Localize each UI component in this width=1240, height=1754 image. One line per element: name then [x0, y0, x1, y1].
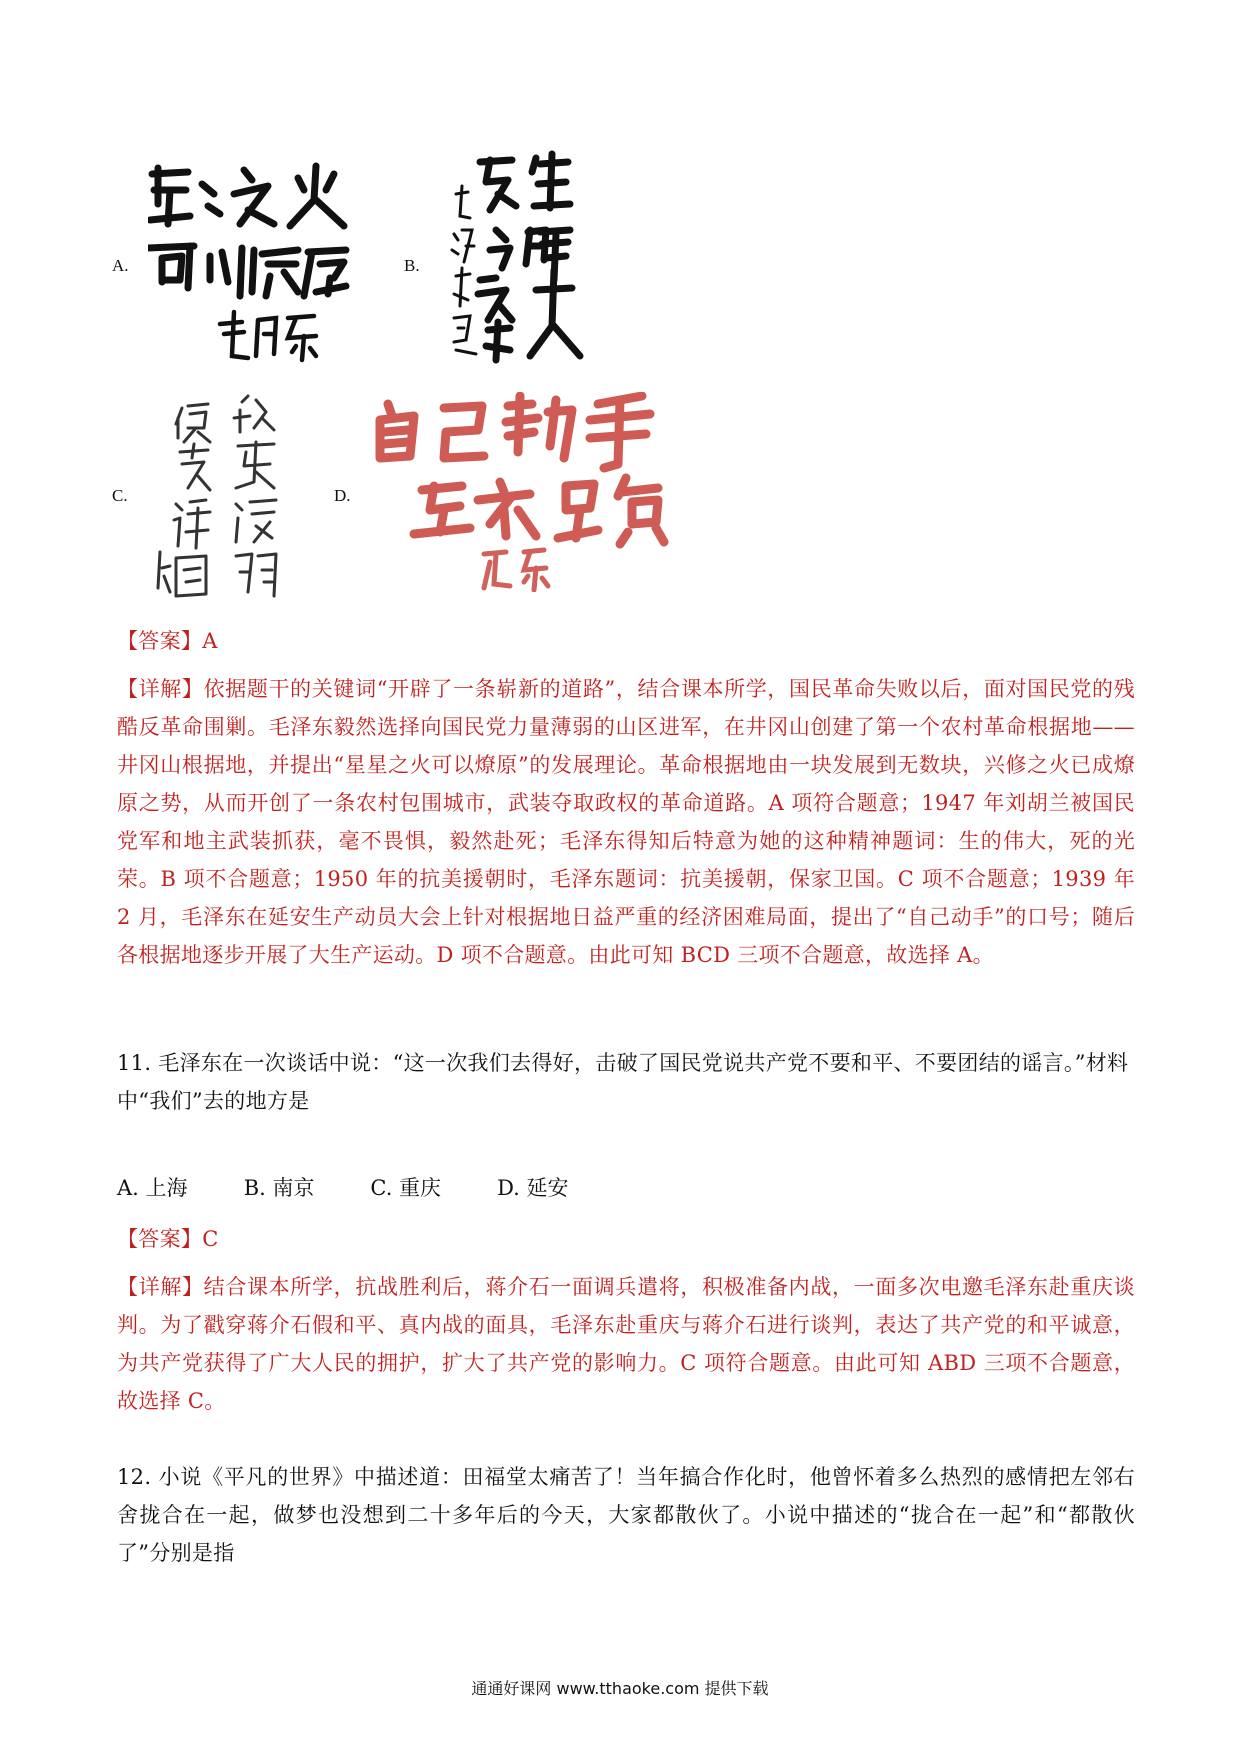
q11-answer: 【答案】C — [117, 1227, 219, 1251]
calligraphy-image-a — [148, 160, 358, 370]
q11-detail: 【详解】结合课本所学，抗战胜利后，蒋介石一面调兵遣将，积极准备内战，一面多次电邀毛泽东赴重庆谈判。为了戳穿蒋介石假和平、真内战的面具，毛泽东赴重庆与蒋介石进行谈判，表达了共产党的和平诚意，为共产党获得了广大人民的拥护，扩大了共产党的影响力。C 项符合题意。由此可知 ABD 三项不合题意，故选择 C。 — [117, 1275, 1135, 1413]
page-footer: 通通好课网 www.tthaoke.com 提供下载 — [471, 1679, 769, 1698]
option-c-label: C. — [112, 486, 128, 505]
q11-option-c: C. 重庆 — [370, 1176, 442, 1200]
option-d-label: D. — [334, 486, 351, 505]
q10-detail: 【详解】依据题干的关键词“开辟了一条崭新的道路”，结合课本所学，国民革命失败以后，面对国民党的残酷反革命围剿。毛泽东毅然选择向国民党力量薄弱的山区进军，在井冈山创建了第一个农村革命根据地——井冈山根据地，并提出“星星之火可以燎原”的发展理论。革命根据地由一块发展到无数块，兴修之火已成燎原之势，从而开创了一条农村包围城市，武装夺取政权的革命道路。A 项符合题意；1947 年刘胡兰被国民党军和地主武装抓获，毫不畏惧，毅然赴死；毛泽东得知后特意为她的这种精神题词：生的伟大，死的光荣。B 项不合题意；1950 年的抗美援朝时，毛泽东题词：抗美援朝，保家卫国。C 项不合题意；1939 年 2 月，毛泽东在延安生产动员大会上针对根据地日益严重的经济困难局面，提出了“自己动手”的口号；随后各根据地逐步开展了大生产运动。D 项不合题意。由此可知 BCD 三项不合题意，故选择 A。 — [117, 677, 1135, 967]
calligraphy-b-svg — [450, 150, 590, 370]
calligraphy-image-b — [450, 150, 590, 370]
q10-answer: 【答案】A — [117, 629, 218, 653]
q11-options — [117, 1172, 617, 1202]
calligraphy-image-d — [374, 392, 674, 592]
calligraphy-d-svg — [374, 392, 674, 592]
calligraphy-c-svg — [156, 392, 286, 602]
q11-option-b: B. 南京 — [243, 1176, 315, 1200]
q11-option-d: D. 延安 — [497, 1176, 569, 1200]
q12-question: 12. 小说《平凡的世界》中描述道：田福堂太痛苦了！当年搞合作化时，他曾怀着多么热烈的感情把左邻右舍拢合在一起，做梦也没想到二十多年后的今天，大家都散伙了。小说中描述的“拢合在一起”和“都散伙了”分别是指 — [117, 1465, 1135, 1565]
calligraphy-a-svg — [148, 160, 358, 370]
q11-question: 11. 毛泽东在一次谈话中说：“这一次我们去得好，击破了国民党说共产党不要和平、不要团结的谣言。”材料中“我们”去的地方是 — [117, 1051, 1129, 1113]
option-b-label: B. — [404, 256, 420, 275]
option-a-label: A. — [112, 256, 129, 275]
q11-option-a: A. 上海 — [117, 1176, 188, 1200]
calligraphy-image-c — [156, 392, 286, 602]
